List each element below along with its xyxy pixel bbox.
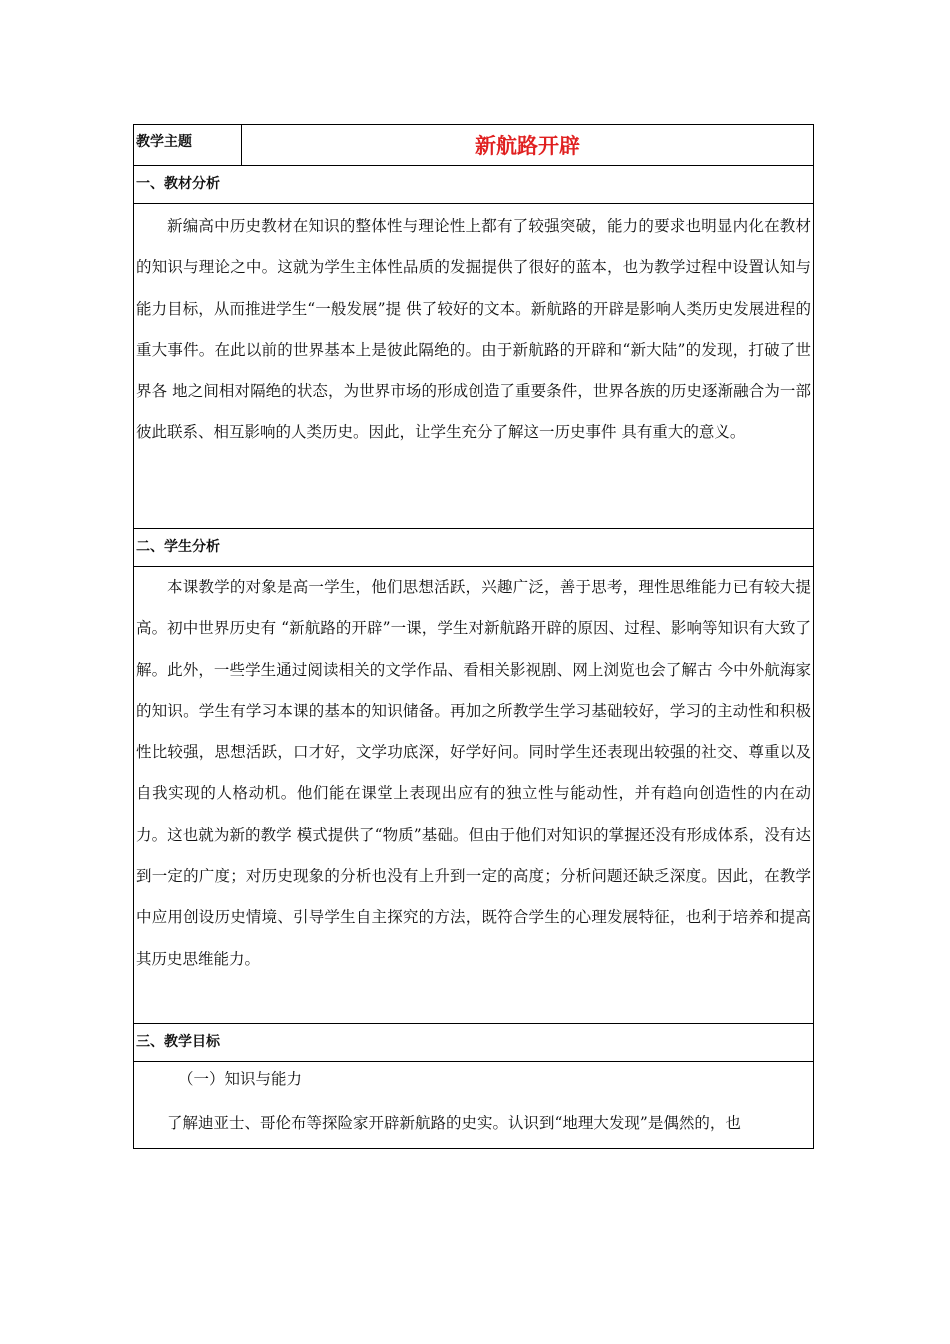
knowledge-ability-subheading: （一）知识与能力 — [178, 1070, 303, 1088]
lesson-title: 新航路开辟 — [242, 125, 814, 166]
section2-body-row — [134, 567, 814, 1024]
section1-body-row — [134, 204, 814, 529]
section3-heading: 三、教学目标 — [134, 1024, 814, 1062]
section3-heading-row — [134, 1024, 814, 1062]
lesson-plan-table — [133, 124, 814, 1149]
section2-heading: 二、学生分析 — [134, 529, 814, 567]
section2-body-cell — [134, 567, 814, 1024]
textbook-analysis-paragraph: 新编高中历史教材在知识的整体性与理论性上都有了较强突破，能力的要求也明显内化在教材的知识与理论之中。这就为学生主体性品质的发掘提供了很好的蓝本，也为教学过程中设置认知与能力目标，从而推进学生“一般发展”提 供了较好的文本。新航路的开辟是影响人类历史发展进程的重大事件。在此以前的世界基本上是彼此隔绝的。由于新航路的开辟和“新大陆”的发现，打破了世界各 地之间相对隔绝的状态，为世界市场的形成创造了重要条件，世界各族的历史逐渐融合为一部彼此联系、相互影响的人类历史。因此，让学生充分了解这一历史事件 具有重大的意义。 — [136, 217, 811, 442]
header-row — [134, 125, 814, 166]
topic-label: 教学主题 — [134, 125, 242, 166]
section1-heading-row — [134, 166, 814, 204]
section1-heading: 一、教材分析 — [134, 166, 814, 204]
student-analysis-paragraph: 本课教学的对象是高一学生，他们思想活跃，兴趣广泛，善于思考，理性思维能力已有较大提高。初中世界历史有 “新航路的开辟”一课，学生对新航路开辟的原因、过程、影响等知识有大致了解。此外，一些学生通过阅读相关的文学作品、看相关影视剧、网上浏览也会了解古 今中外航海家的知识。学生有学习本课的基本的知识储备。再加之所教学生学习基础较好，学习的主动性和积极性比较强，思想活跃，口才好，文学功底深，好学好问。同时学生还表现出较强的社交、尊重以及自我实现的人格动机。他们能在课堂上表现出应有的独立性与能动性，并有趋向创造性的内在动力。这也就为新的教学 模式提供了“物质”基础。但由于他们对知识的掌握还没有形成体系，没有达到一定的广度；对历史现象的分析也没有上升到一定的高度；分析问题还缺乏深度。因此，在教学中应用创设历史情境、引导学生自主探究的方法，既符合学生的心理发展特征，也利于培养和提高其历史思维能力。 — [136, 578, 811, 968]
section1-body-cell — [134, 204, 814, 529]
knowledge-ability-paragraph: 了解迪亚士、哥伦布等探险家开辟新航路的史实。认识到“地理大发现”是偶然的，也 — [167, 1114, 741, 1132]
section3-body-row — [134, 1062, 814, 1149]
section3-body-cell — [134, 1062, 814, 1149]
section2-heading-row — [134, 529, 814, 567]
